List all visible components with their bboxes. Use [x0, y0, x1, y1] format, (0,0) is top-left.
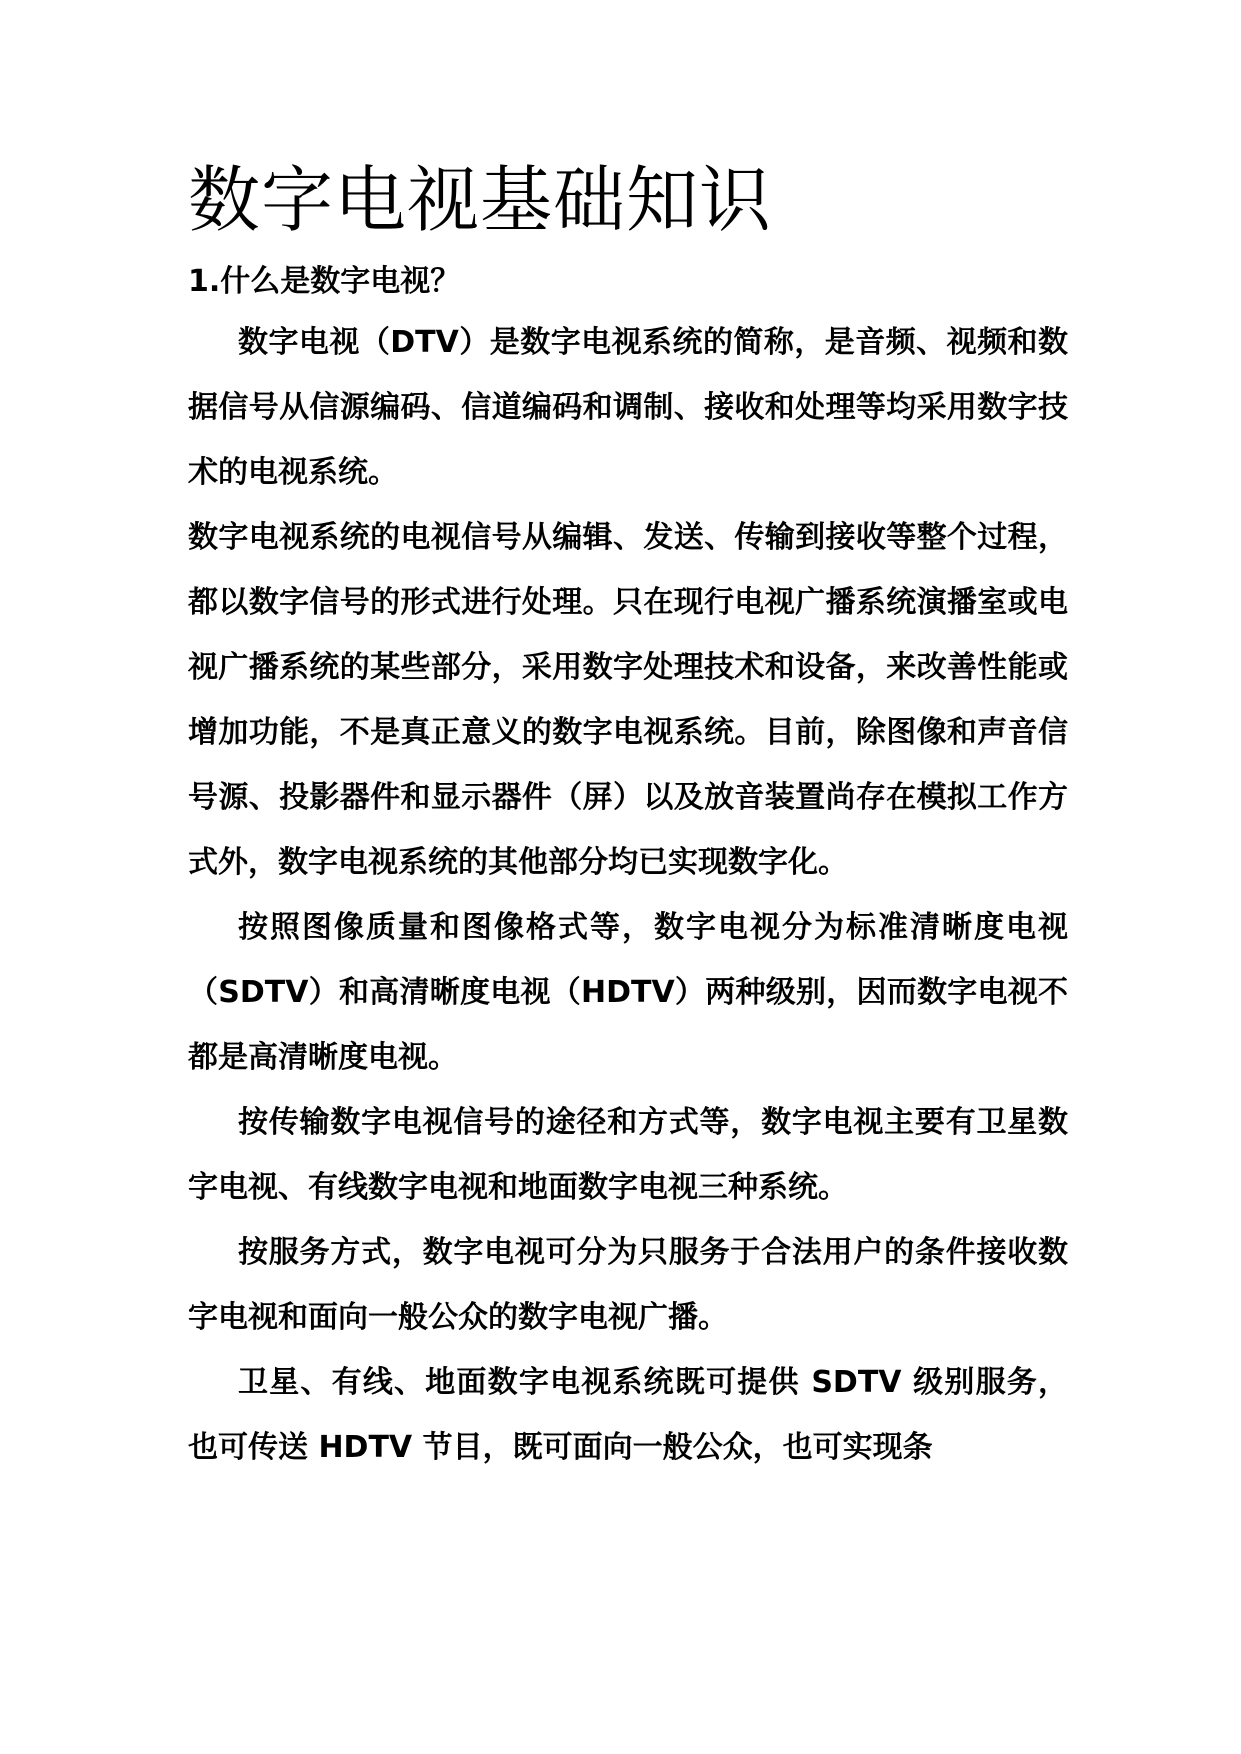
section-heading: 1.什么是数字电视？ [188, 264, 461, 299]
paragraph-dtv-systems: 卫星、有线、地面数字电视系统既可提供 SDTV 级别服务，也可传送 HDTV 节目，既可面向一般公众，也可实现条 [188, 1365, 1068, 1465]
paragraph-dtv-process: 数字电视系统的电视信号从编辑、发送、传输到接收等整个过程，都以数字信号的形式进行处理。只在现行电视广播系统演播室或电视广播系统的某些部分，采用数字处理技术和设备，来改善性能或增加功能，不是真正意义的数字电视系统。目前，除图像和声音信号源、投影器件和显示器件（屏）以及放音装置尚存在模拟工作方式外，数字电视系统的其他部分均已实现数字化。 [188, 520, 1068, 880]
paragraph-dtv-service: 按服务方式，数字电视可分为只服务于合法用户的条件接收数字电视和面向一般公众的数字电视广播。 [188, 1235, 1068, 1335]
document-body [188, 150, 1068, 1480]
paragraph-dtv-definition: 数字电视（DTV）是数字电视系统的简称，是音频、视频和数据信号从信源编码、信道编码和调制、接收和处理等均采用数字技术的电视系统。 [188, 325, 1068, 490]
paragraph-dtv-transmission: 按传输数字电视信号的途径和方式等，数字电视主要有卫星数字电视、有线数字电视和地面数字电视三种系统。 [188, 1105, 1068, 1205]
paragraph-dtv-quality-levels: 按照图像质量和图像格式等，数字电视分为标准清晰度电视（SDTV）和高清晰度电视（HDTV）两种级别，因而数字电视不都是高清晰度电视。 [188, 910, 1068, 1075]
document-title: 数字电视基础知识 [188, 158, 773, 242]
